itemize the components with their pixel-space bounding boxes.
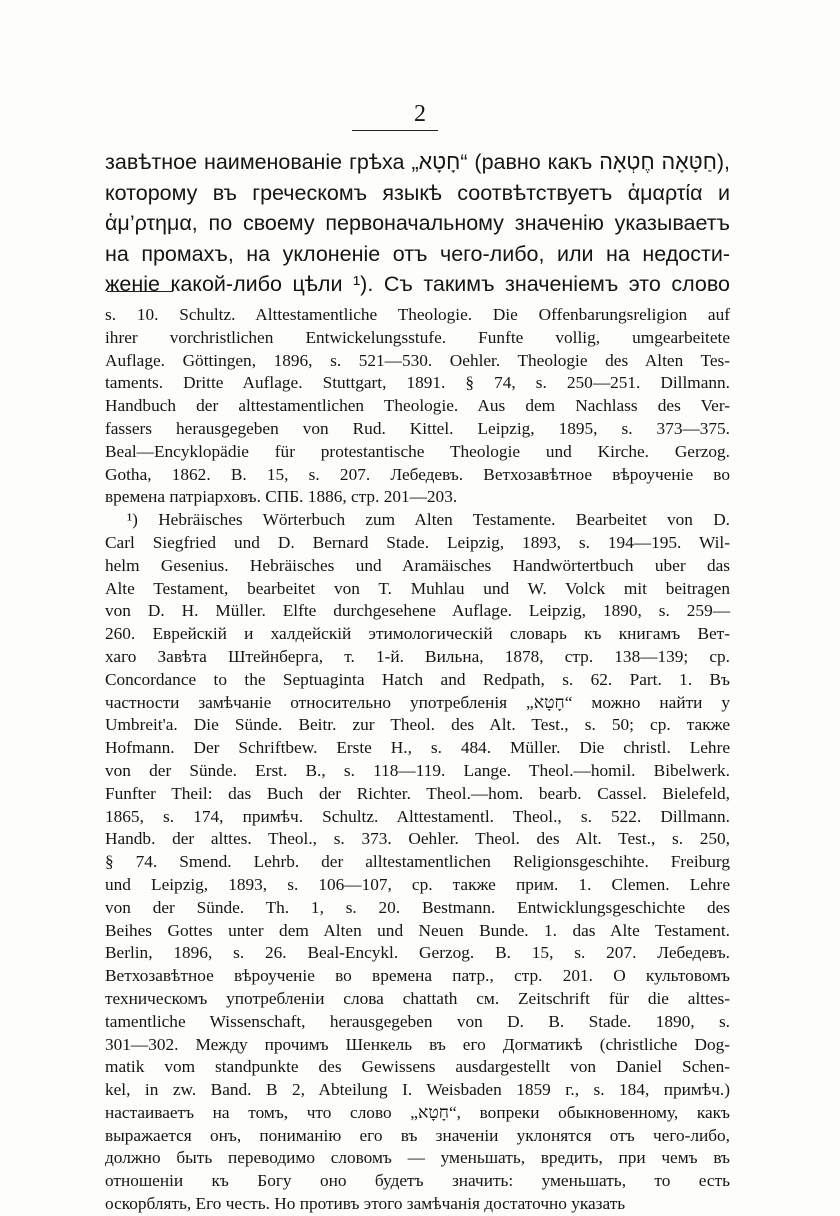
footnote-line: времена патріарховъ. СПБ. 1886, стр. 201—203. [105, 487, 458, 507]
footnote-line: von D. H. Müller. Elfte durchgesehene Auflage. Leipzig, 1890, s. 259— [105, 601, 730, 621]
footnote-line: оскорблять, Его честь. Но противъ этого замѣчанія достаточно указать [105, 1194, 626, 1214]
footnote-line: Alte Testament, bearbeitet von T. Muhlau und W. Volck mit beitragen [105, 578, 730, 598]
header-rule [352, 130, 438, 131]
footnote-line: taments. Dritte Auflage. Stuttgart, 1891. § 74, s. 250—251. Dillmann. [105, 373, 730, 393]
body-line: ἁμ’ρτημα, по своему первоначальному значенію указываетъ [105, 211, 730, 235]
footnote-line: Hofmann. Der Schriftbew. Erste H., s. 484. Müller. Die christl. Lehre [105, 738, 730, 758]
body-text [105, 147, 730, 300]
footnote-rule [107, 291, 173, 292]
footnote-line: Gotha, 1862. B. 15, s. 207. Лебедевъ. Ветхозавѣтное вѣроученіе во [105, 464, 730, 484]
footnote-line: s. 10. Schultz. Alttestamentliche Theologie. Die Offenbarungsreligion auf [105, 305, 730, 324]
footnote-line: von der Sünde. Th. 1, s. 20. Bestmann. Entwicklungsgeschichte des [105, 897, 730, 917]
footnote-line: von der Sünde. Erst. B., s. 118—119. Lange. Theol.—homil. Bibelwerk. [105, 760, 730, 780]
footnote-line: helm Gesenius. Hebräisches und Aramäisches Handwörtertbuch uber das [105, 555, 730, 575]
footnote-line: matik vom standpunkte des Gewissens ausdargestellt von Daniel Schen- [105, 1057, 730, 1077]
footnotes [105, 304, 730, 1216]
footnote-line: ihrer vorchristlichen Entwickelungsstufe. Funfte vollig, umgearbeitete [105, 327, 730, 347]
footnote-line: Concordance to the Septuaginta Hatch and Redpath, s. 62. Part. 1. Въ [105, 669, 730, 689]
footnote-line: выражается онъ, пониманію его въ значеніи уклонятся отъ чего-либо, [105, 1125, 730, 1145]
footnote-line: Carl Siegfried und D. Bernard Stade. Leipzig, 1893, s. 194—195. Wil- [105, 532, 730, 552]
footnote-line: tamentliche Wissenschaft, herausgegeben von D. B. Stade. 1890, s. [105, 1011, 730, 1031]
footnote-line: отношеніи къ Богу оно будетъ значить: уменьшать, то есть [105, 1171, 730, 1191]
footnote-line: Beal—Encyklopädie für protestantische Theologie und Kirche. Gerzog. [105, 441, 730, 461]
footnote-line: 301—302. Между прочимъ Шенкель въ его Догматикѣ (christliche Dog- [105, 1034, 730, 1054]
footnote-line: kel, in zw. Band. B 2, Abteilung I. Weisbaden 1859 г., s. 184, примѣч.) [105, 1080, 730, 1100]
footnote-line: und Leipzig, 1893, s. 106—107, ср. также прим. 1. Clemen. Lehre [105, 874, 730, 894]
footnote-line: Handb. der alttes. Theol., s. 373. Oehler. Theol. des Alt. Test., s. 250, [105, 829, 730, 849]
footnote-line: Umbreit'a. Die Sünde. Beitr. zur Theol. des Alt. Test., s. 50; ср. также [105, 715, 730, 735]
footnote-line: Ветхозавѣтное вѣроученіе во времена патр., стр. 201. О культовомъ [105, 966, 730, 986]
footnote-line: должно быть переводимо словомъ — уменьшать, вредить, при чемъ въ [105, 1148, 730, 1168]
footnote-line: хаго Завѣта Штейнберга, т. 1-й. Вильна, 1878, стр. 138—139; ср. [105, 646, 730, 666]
body-line: которому въ греческомъ языкѣ соотвѣтствуетъ ἁμαρτία и [105, 180, 730, 205]
body-line: завѣтное наименованіе грѣха „חָטָא“ (равно какъ חַטָּאָה חֶטְאָה), [105, 150, 730, 174]
footnote-line: fassers herausgegeben von Rud. Kittel. Leipzig, 1895, s. 373—375. [105, 418, 730, 438]
footnote-line: 1865, s. 174, примѣч. Schultz. Alttestamentl. Theol., s. 522. Dillmann. [105, 806, 730, 826]
footnote-line: 260. Еврейскій и халдейскій этимологическій словарь къ книгамъ Вет- [105, 624, 730, 644]
footnote-line: Funfter Theil: das Buch der Richter. Theol.—hom. bearb. Cassel. Bielefeld, [105, 783, 730, 803]
footnote-line: настаиваетъ на томъ, что слово „חָטָא“, вопреки обыкновенному, какъ [105, 1102, 730, 1122]
body-line: женіе какой-либо цѣли ¹). Съ такимъ значеніемъ это слово [105, 272, 730, 296]
body-line: на промахъ, на уклоненіе отъ чего-либо, или на недости- [105, 241, 730, 266]
footnote-line: частности замѣчаніе относительно употребленія „חָטָא“ можно найти у [105, 692, 730, 712]
footnote-line: техническомъ употребленіи слова chattath см. Zeitschrift für die alttes- [105, 988, 730, 1008]
page-number: 2 [414, 101, 426, 127]
footnote-line: Berlin, 1896, s. 26. Beal-Encykl. Gerzog. B. 15, s. 207. Лебедевъ. [105, 943, 730, 963]
footnote-line: Auflage. Göttingen, 1896, s. 521—530. Oehler. Theologie des Alten Tes- [105, 350, 730, 370]
footnote-line: Handbuch der alttestamentlichen Theologie. Aus dem Nachlass des Ver- [105, 396, 730, 416]
footnote-line: Beihes Gottes unter dem Alten und Neuen Bunde. 1. das Alte Testament. [105, 920, 730, 940]
footnote-line: ¹) Hebräisches Wörterbuch zum Alten Testamente. Bearbeitet von D. [127, 510, 730, 530]
footnote-line: § 74. Smend. Lehrb. der alltestamentlichen Religionsgeschihte. Freiburg [105, 852, 730, 872]
